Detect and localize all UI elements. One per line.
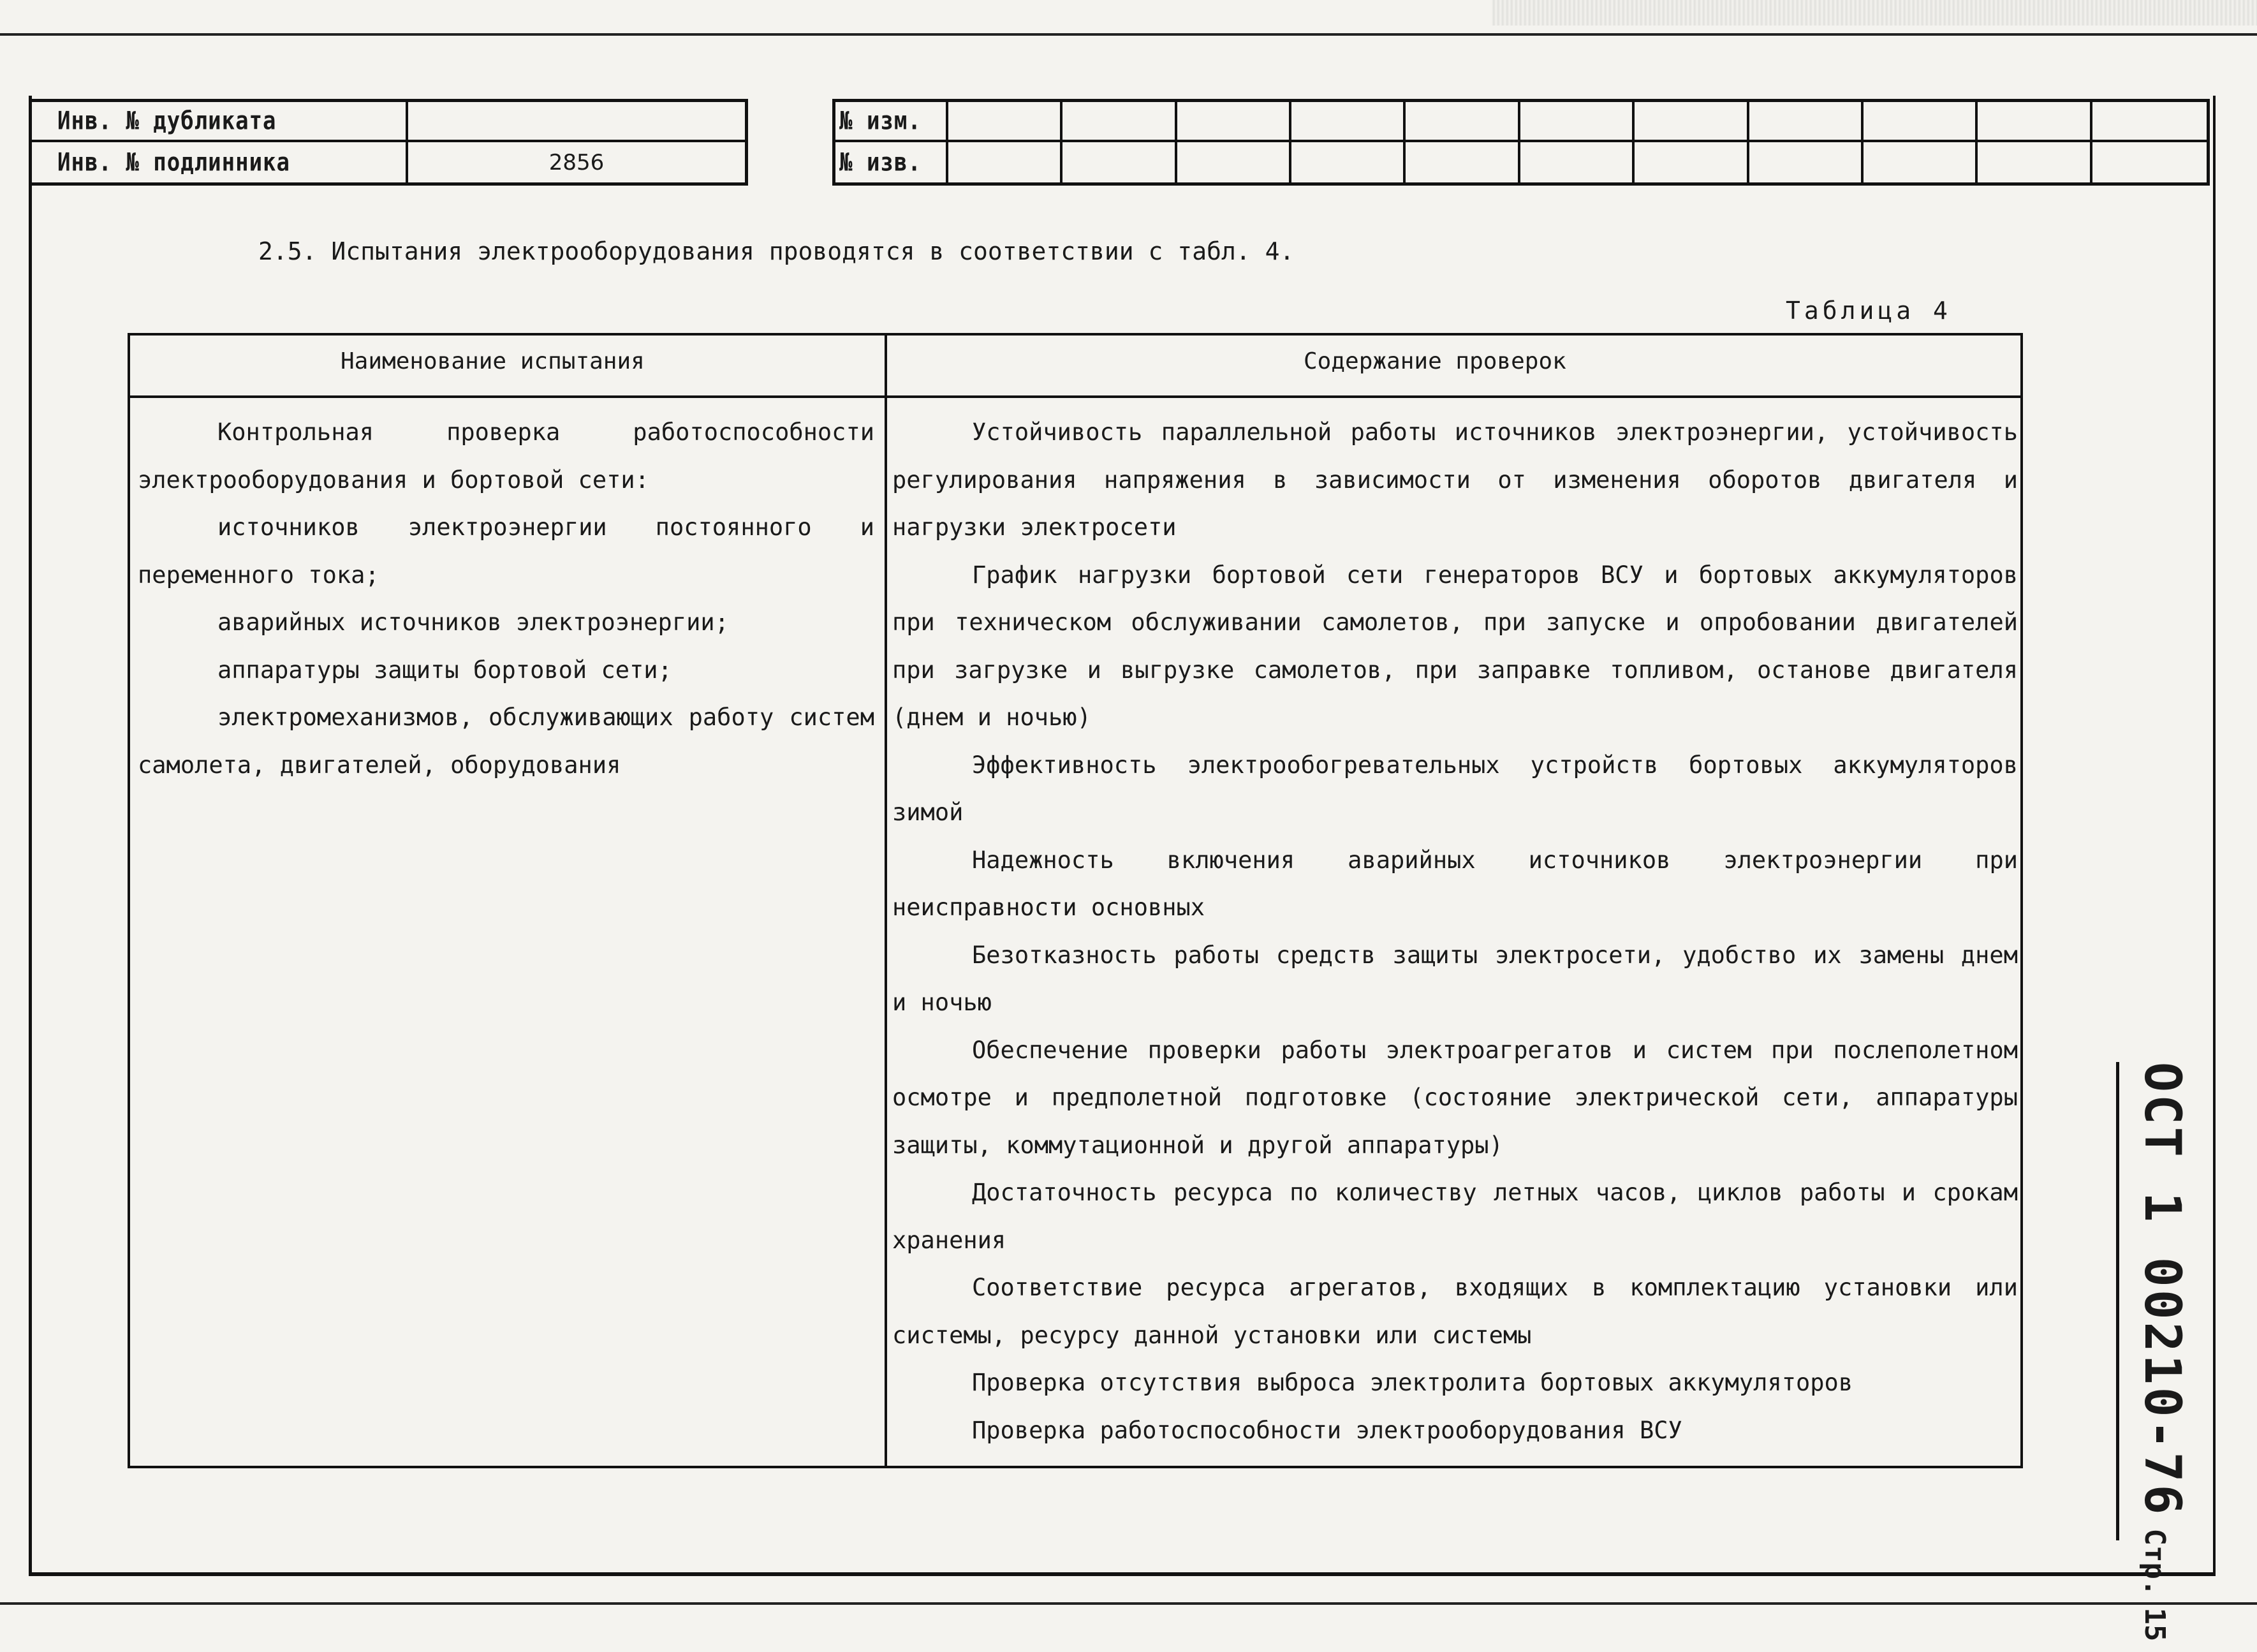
stamp-cell	[948, 142, 1062, 182]
test-name-paragraph: аварийных источников электроэнергии;	[217, 608, 729, 636]
page-number: 15	[2138, 1607, 2171, 1642]
check-paragraph: График нагрузки бортовой сети генераторов ВСУ и бортовых аккумуляторов при техническом обслуживании самолетов, при запуске и опробовании двигателей при загрузке и выгрузке самолетов, при заправке топливом, останове двигателя (днем и ночью)	[892, 561, 2018, 731]
check-paragraph: Проверка работоспособности электрооборудования ВСУ	[972, 1416, 1682, 1444]
stamp-cell	[1062, 102, 1177, 142]
test-name-paragraph: источников электроэнергии постоянного и переменного тока;	[138, 513, 874, 589]
change-no-label: № изм.	[839, 106, 922, 136]
stamp-cell	[1978, 142, 2092, 182]
check-paragraph: Проверка отсутствия выброса электролита бортовых аккумуляторов	[972, 1369, 1853, 1396]
tests-table	[128, 333, 2023, 1468]
check-paragraph: Надежность включения аварийных источников электроэнергии при неисправности основных	[892, 846, 2018, 921]
header-check-content: Содержание проверок	[1304, 348, 1566, 374]
scan-noise	[1492, 0, 2257, 26]
stamp-cell	[2092, 142, 2207, 182]
check-paragraph: Эффективность электрообогревательных устройств бортовых аккумуляторов зимой	[892, 751, 2018, 826]
top-rule	[0, 33, 2257, 36]
side-code-block	[2133, 1062, 2191, 1641]
stamp-cell	[1635, 142, 1749, 182]
header-test-name: Наименование испытания	[341, 348, 645, 374]
notice-no-label: № изв.	[839, 147, 922, 177]
stamp-cell	[1864, 142, 1978, 182]
stamp-cell	[1749, 102, 1864, 142]
check-paragraph: Безотказность работы средств защиты электросети, удобство их замены днем и ночью	[892, 941, 2018, 1016]
stamp-cell	[948, 102, 1062, 142]
standard-code: ОСТ 1 00210-76	[2133, 1062, 2191, 1517]
stamp-cell	[1291, 142, 1406, 182]
test-name-column	[138, 409, 874, 789]
stamp-cell	[1177, 142, 1291, 182]
change-no-label-cell	[835, 102, 948, 142]
original-inv-value: 2856	[548, 149, 605, 175]
stamp-cell	[1406, 102, 1520, 142]
change-stamp	[832, 99, 2210, 186]
original-inv-label-cell	[32, 142, 408, 182]
duplicate-inv-label-cell	[32, 102, 408, 142]
stamp-cell	[1749, 142, 1864, 182]
original-inv-label: Инв. № подлинника	[57, 147, 290, 177]
test-name-paragraph: Контрольная проверка работоспособности электрооборудования и бортовой сети:	[138, 418, 874, 494]
stamp-cell	[1291, 102, 1406, 142]
stamp-cell	[1177, 102, 1291, 142]
header-rule	[130, 395, 2020, 398]
duplicate-inv-label: Инв. № дубликата	[57, 106, 277, 136]
section-intro-text: 2.5. Испытания электрооборудования проводятся в соответствии с табл. 4.	[258, 237, 1295, 265]
stamp-cell	[1635, 102, 1749, 142]
notice-no-label-cell	[835, 142, 948, 182]
stamp-cell	[2092, 102, 2207, 142]
stamp-cell	[1520, 102, 1635, 142]
test-name-paragraph: аппаратуры защиты бортовой сети;	[217, 656, 672, 684]
stamp-cell	[1978, 102, 2092, 142]
check-paragraph: Обеспечение проверки работы электроагрегатов и систем при послеполетном осмотре и предполетной подготовке (состояние электрической сети, аппаратуры защиты, коммутационной и другой аппаратуры)	[892, 1036, 2018, 1159]
check-content-column	[892, 409, 2018, 1454]
check-paragraph: Устойчивость параллельной работы источников электроэнергии, устойчивость регулирования напряжения в зависимости от изменения оборотов двигателя и нагрузки электросети	[892, 418, 2018, 541]
stamp-cell	[1520, 142, 1635, 182]
duplicate-inv-value	[408, 102, 745, 142]
stamp-cell	[1062, 142, 1177, 182]
test-name-paragraph: электромеханизмов, обслуживающих работу систем самолета, двигателей, оборудования	[138, 704, 874, 779]
check-paragraph: Достаточность ресурса по количеству летных часов, циклов работы и срокам хранения	[892, 1179, 2018, 1254]
bottom-rule	[0, 1602, 2257, 1605]
stamp-cell	[1864, 102, 1978, 142]
inventory-stamp	[29, 99, 748, 186]
page-label: Стр.	[2138, 1528, 2171, 1597]
table-caption: Таблица 4	[1786, 297, 1952, 325]
stamp-cell	[1406, 142, 1520, 182]
column-divider	[885, 336, 887, 1466]
check-paragraph: Соответствие ресурса агрегатов, входящих в комплектацию установки или системы, ресурсу данной установки или системы	[892, 1274, 2018, 1349]
